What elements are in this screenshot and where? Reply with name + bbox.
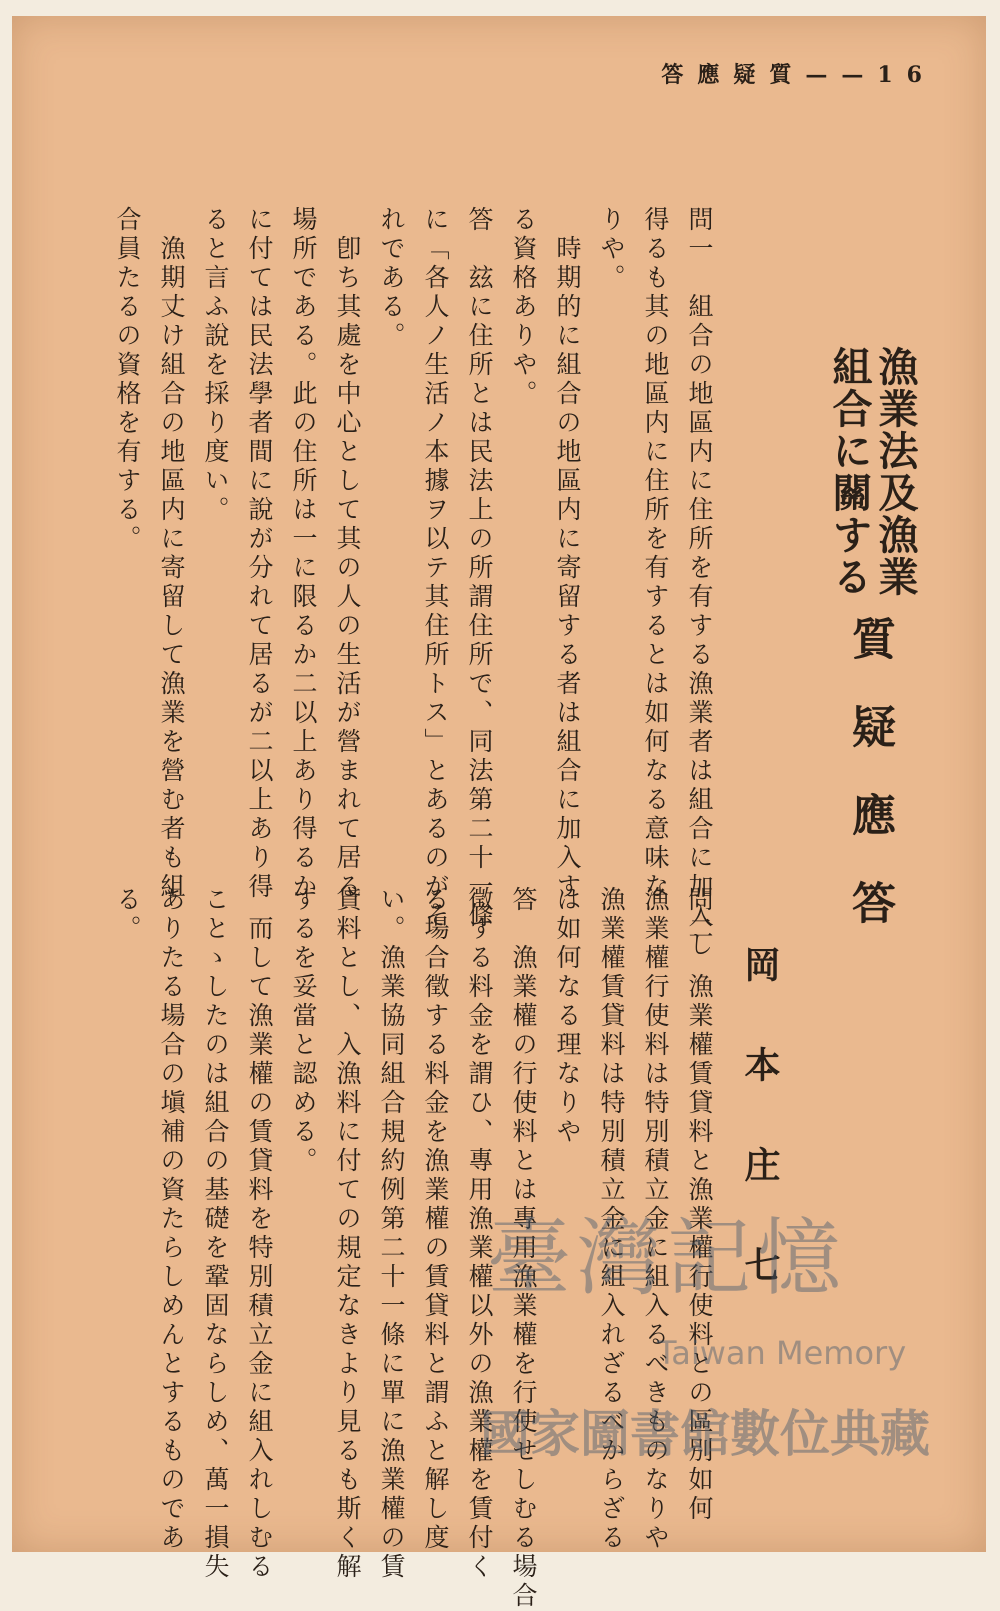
title-main: 質 疑 應 答 <box>844 616 895 924</box>
lower-column-text: 問二 漁業權賃貸料と漁業權行使料との區別如何 漁業權行使料は特別積立金に組入るべきものなりや 漁業權賃貸料は特別積立金に組入れざるべからざる は如何なる理なりや 答 漁業權の行使料とは專用漁業權を行使せしむる場合 徵する料金を謂ひ、專用漁業權以外の漁業權を賃付く る場合徵する料金を漁業權の賃貸料と謂ふと解し度 い。漁業協同組合規約例第二十一條に單に漁業權の賃 貸料とし、入漁料に付ての規定なきより見るも斯く解 するを妥當と認める。 而して漁業權の賃貸料を特別積立金に組入れしむる ことゝしたのは組合の基礎を鞏固ならしめ、萬一損失 ありたる場合の塡補の資たらしめんとするものであ る。 <box>113 886 714 1611</box>
watermark-library: 國家圖書館數位典藏 <box>480 1405 930 1463</box>
upper-column-text: 問一 組合の地區内に住所を有する漁業者は組合に加入し 得るも其の地區内に住所を有するとは如何なる意味な りや。 時期的に組合の地區内に寄留する者は組合に加入す る資格ありや。 答 玆に住所とは民法上の所謂住所で、同法第二十一條 に「各人ノ生活ノ本據ヲ以テ其住所トス」とあるのがそ れである。 卽ち其處を中心として其の人の生活が營まれて居る 場所である。此の住所は一に限るか二以上あり得るか に付ては民法學者間に說が分れて居るが二以上あり得 ると言ふ說を採り度い。 漁期丈け組合の地區内に寄留して漁業を營む者も組 合員たるの資格を有する。 <box>113 206 714 960</box>
watermark-english: Taiwan Memory <box>657 1334 907 1372</box>
title-line-2: 組合に關する <box>826 346 873 598</box>
title-line-1: 漁業法及漁業 <box>872 346 919 598</box>
author-name: 岡 本 庄 七 <box>739 946 781 1296</box>
running-header: 答應疑質——16 <box>661 62 936 88</box>
watermark-logo: 臺灣記憶 <box>487 1209 848 1307</box>
document-page <box>12 16 986 1611</box>
